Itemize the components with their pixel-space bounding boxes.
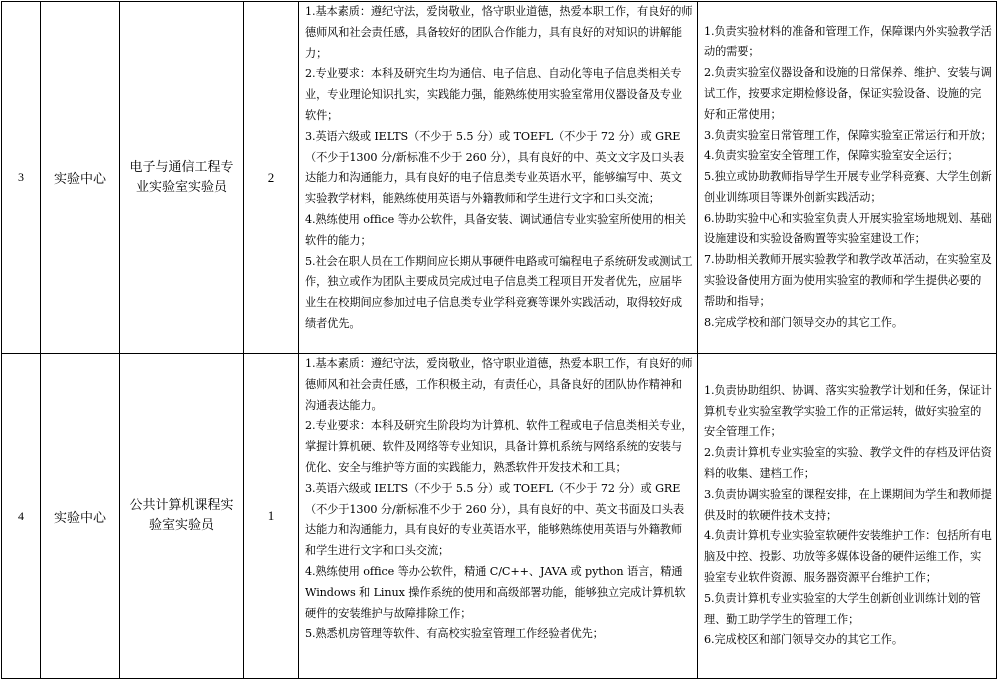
duty-item: 4.负责计算机专业实验室软硬件安装维护工作：包括所有电脑及中控、投影、功放等多媒体设备的硬件运维工作，实验室专业软件资源、服务器资源平台维护工作； xyxy=(704,529,992,584)
position-cell: 电子与通信工程专业实验室实验员 xyxy=(120,2,244,354)
duty-item: 6.协助实验中心和实验室负责人开展实验室场地规划、基础设施建设和实验设备购置等实验室建设工作； xyxy=(704,211,992,246)
row-number: 4 xyxy=(2,354,41,679)
duty-item: 2.负责计算机专业实验室的实验、教学文件的存档及评估资料的收集、建档工作； xyxy=(704,446,992,480)
requirement-item: 1.基本素质：遵纪守法，爱岗敬业，恪守职业道德，热爱本职工作，有良好的师德师风和社会责任感，具备较好的团队合作能力，具有良好的对知识的讲解能力； xyxy=(305,5,693,60)
department-cell: 实验中心 xyxy=(41,354,120,679)
headcount-cell: 2 xyxy=(244,2,299,354)
headcount-cell: 1 xyxy=(244,354,299,679)
requirement-item: 2.专业要求：本科及研究生均为通信、电子信息、自动化等电子信息类相关专业，专业理论知识扎实，实践能力强，能熟练使用实验室常用仪器设备及专业软件； xyxy=(305,67,682,122)
requirement-item: 2.专业要求：本科及研究生阶段均为计算机、软件工程或电子信息类相关专业，掌握计算机硬、软件及网络等专业知识，具备计算机系统与网络系统的安装与优化、安全与维护等方面的实践能力，熟悉软件开发技术和工具； xyxy=(305,419,693,474)
requirement-item: 4.熟练使用 office 等办公软件，具备安装、调试通信专业实验室所使用的相关软件的能力； xyxy=(305,212,686,247)
requirement-item: 4.熟练使用 office 等办公软件，精通 C/C++、JAVA 或 python 语言，精通 Windows 和 Linux 操作系统的使用和高级部署功能，能够独立完成计算机软硬件的安装维护与故障排除工作； xyxy=(305,564,686,620)
duty-item: 8.完成学校和部门领导交办的其它工作。 xyxy=(704,315,903,329)
recruitment-table xyxy=(1,1,997,679)
duty-item: 4.负责实验室安全管理工作，保障实验室安全运行； xyxy=(704,149,959,163)
requirement-item: 5.社会在职人员在工作期间应长期从事硬件电路或可编程电子系统研发或测试工作，独立或作为团队主要成员完成过电子信息类工程项目开发者优先，应届毕业生在校期间应参加过电子信息类专业学科竞赛等课外实践活动，取得较好成绩者优先。 xyxy=(305,254,693,330)
duties-cell xyxy=(698,2,997,354)
duty-item: 5.独立或协助教师指导学生开展专业学科竞赛、大学生创新创业训练项目等课外创新实践活动； xyxy=(704,170,992,204)
duty-item: 6.完成校区和部门领导交办的其它工作。 xyxy=(704,633,903,647)
duty-item: 1.负责协助组织、协调、落实实验教学计划和任务，保证计算机专业实验室教学实验工作的正常运转，做好实验室的安全管理工作； xyxy=(704,383,992,439)
duty-item: 3.负责实验室日常管理工作，保障实验室正常运行和开放； xyxy=(704,128,992,142)
row-number: 3 xyxy=(2,2,41,354)
duty-item: 2.负责实验室仪器设备和设施的日常保养、维护、安装与调试工作，按要求定期检修设备，保证实验设备、设施的完好和正常使用； xyxy=(704,66,992,121)
duties-cell xyxy=(698,354,997,679)
duty-item: 7.协助相关教师开展实验教学和教学改革活动，在实验室及实验设备使用方面为使用实验室的教师和学生提供必要的帮助和指导； xyxy=(704,253,992,308)
table-row xyxy=(2,354,997,679)
requirement-item: 1.基本素质：遵纪守法，爱岗敬业，恪守职业道德，热爱本职工作，有良好的师德师风和社会责任感，工作积极主动，有责任心，具备良好的团队协作精神和沟通表达能力。 xyxy=(305,357,693,412)
requirement-item: 5.熟悉机房管理等软件、有高校实验室管理工作经验者优先； xyxy=(305,627,604,641)
duty-item: 3.负责协调实验室的课程安排，在上课期间为学生和教师提供及时的软硬件技术支持； xyxy=(704,487,992,522)
requirements-cell xyxy=(299,2,698,354)
duty-item: 1.负责实验材料的准备和管理工作，保障课内外实验教学活动的需要； xyxy=(704,24,992,59)
table-row xyxy=(2,2,997,354)
department-cell: 实验中心 xyxy=(41,2,120,354)
requirement-item: 3.英语六级或 IELTS（不少于 5.5 分）或 TOEFL（不少于 72 分）或 GRE（不少于1300 分/新标准不少于 260 分），具有良好的中、英文文字及口头表达能力和沟通能力，具有良好的电子信息类专业英语水平，能够编写中、英文实验教学材料，能熟练使用英语与外籍教师和学生进行文字和口头交流； xyxy=(305,129,685,206)
position-cell: 公共计算机课程实验室实验员 xyxy=(120,354,244,679)
requirement-item: 3.英语六级或 IELTS（不少于 5.5 分）或 TOEFL（不少于 72 分）或 GRE（不少于1300 分/新标准不少于 260 分），具有良好的中、英文书面及口头表达能力和沟通能力，具有良好的专业英语水平，能够熟练使用英语与外籍教师和学生进行文字和口头交流； xyxy=(305,481,685,558)
requirements-cell xyxy=(299,354,698,679)
duty-item: 5.负责计算机专业实验室的大学生创新创业训练计划的管理、勤工助学学生的管理工作； xyxy=(704,591,981,626)
